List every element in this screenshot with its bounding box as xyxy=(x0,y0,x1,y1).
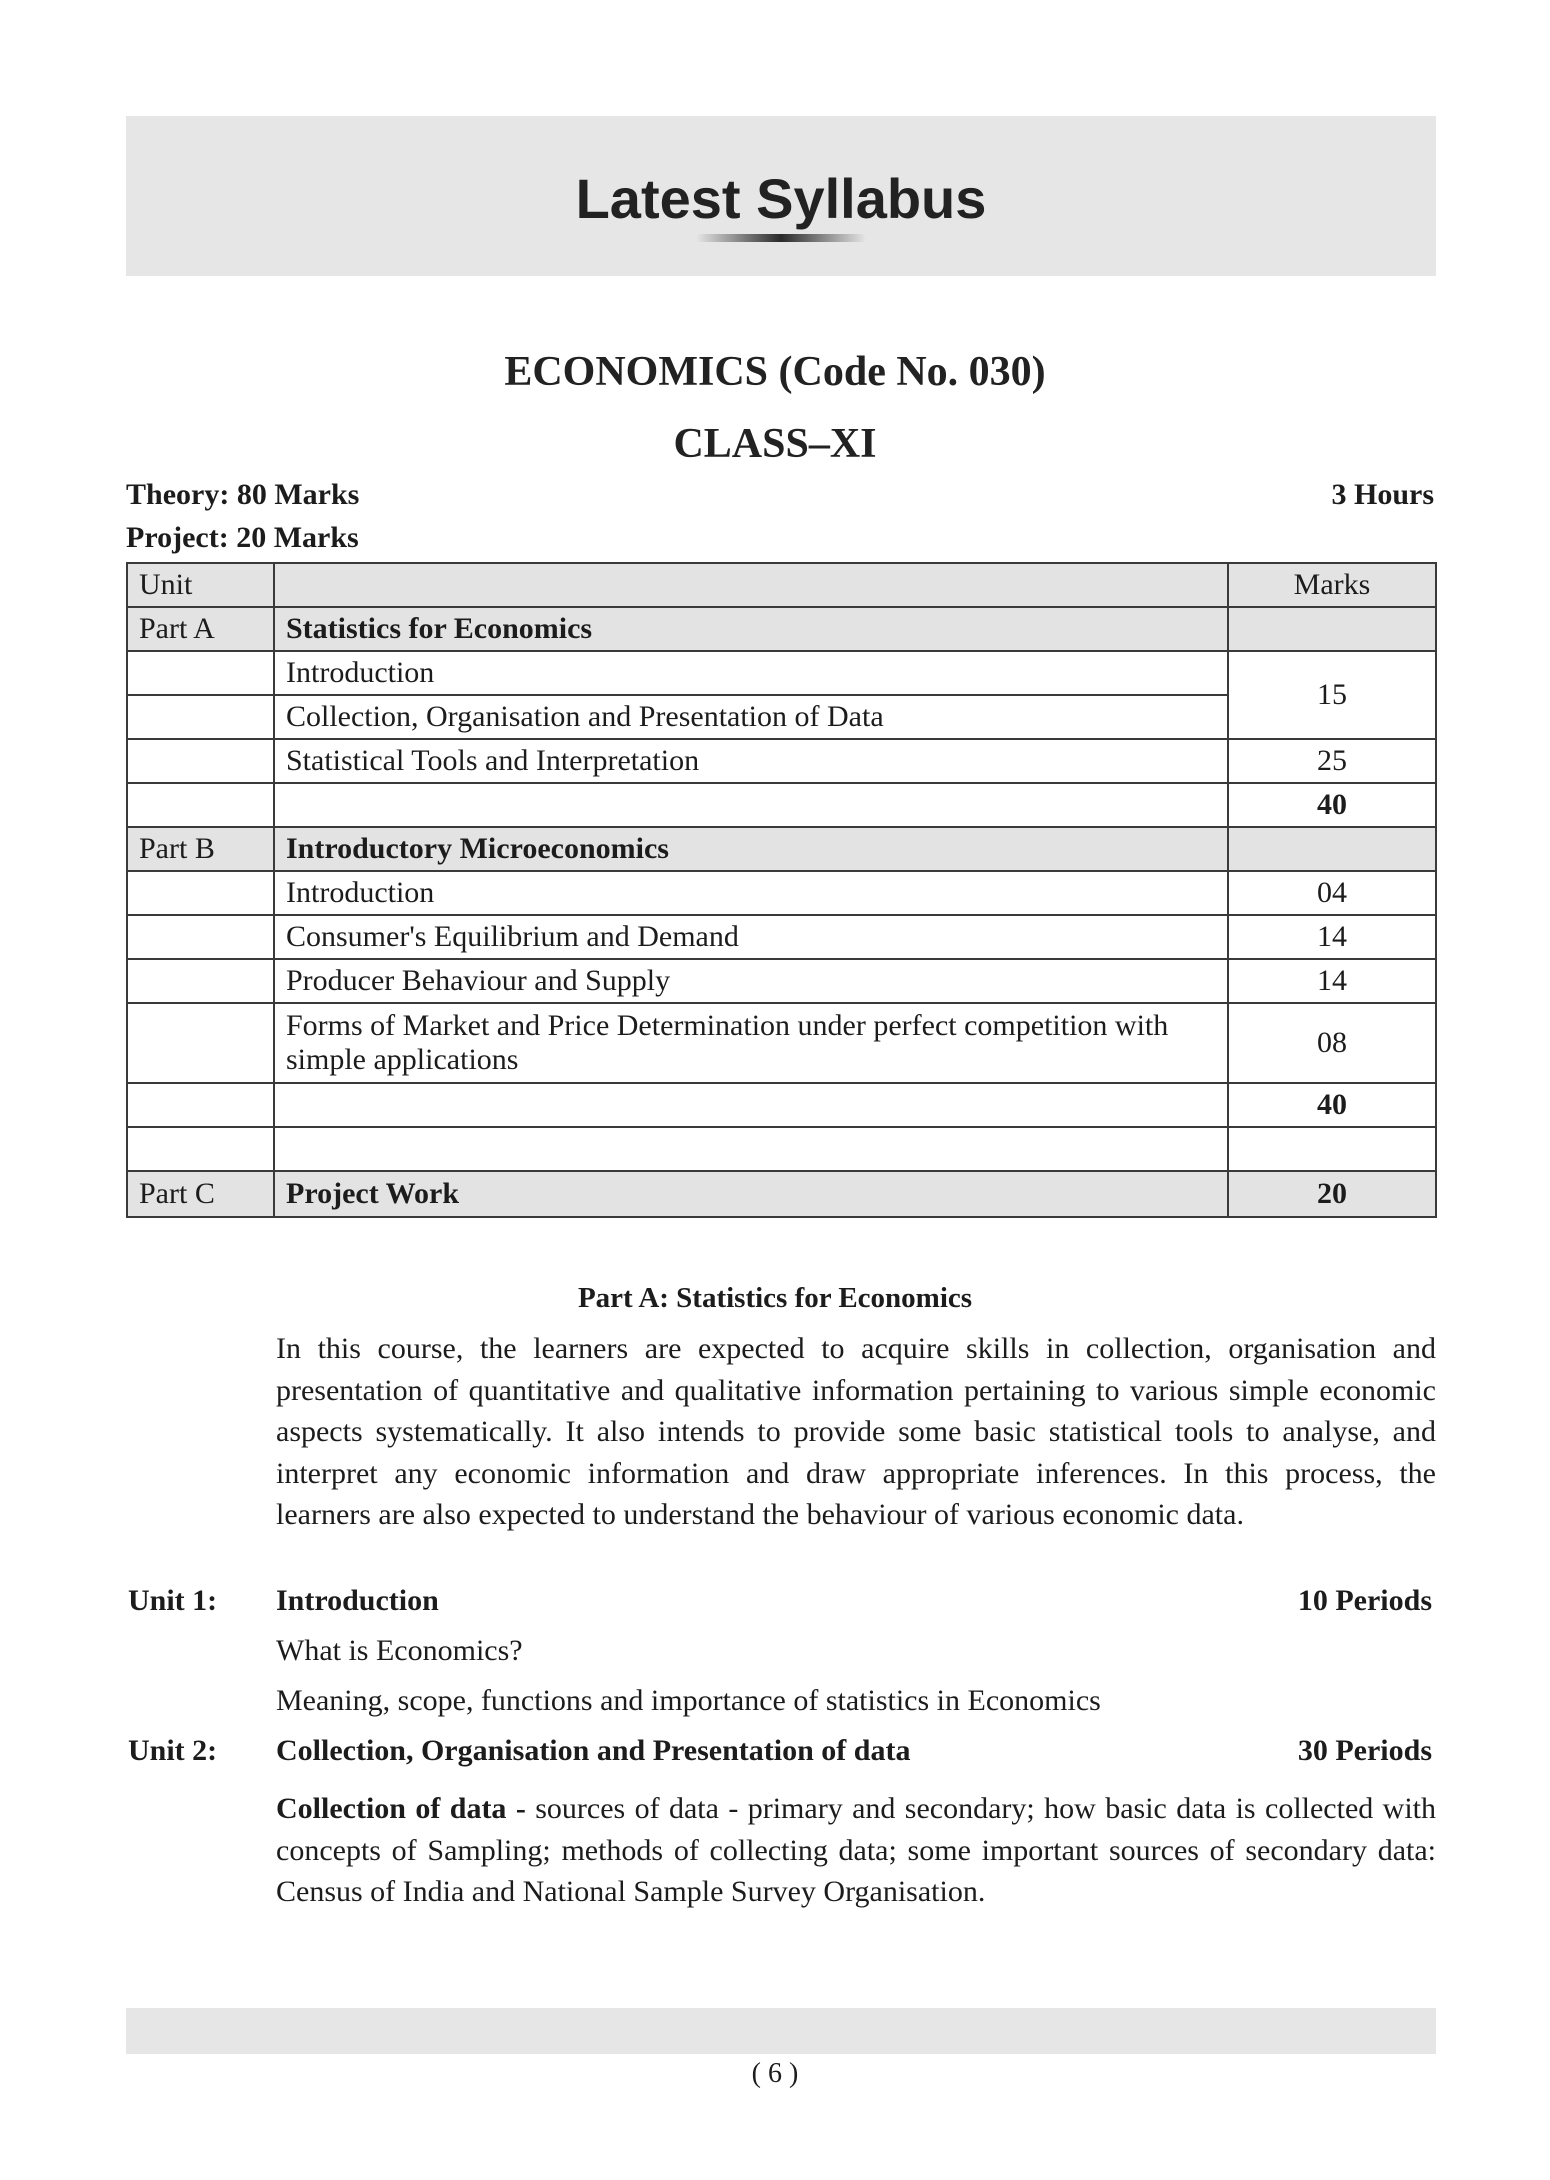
unit2-lead: Collection of data - xyxy=(276,1792,526,1825)
row-content: Consumer's Equilibrium and Demand xyxy=(274,915,1228,959)
table-row xyxy=(127,783,1436,827)
row-unit xyxy=(127,739,274,783)
row-unit: Part C xyxy=(127,1171,274,1217)
row-unit: Part A xyxy=(127,607,274,651)
header-band xyxy=(126,116,1436,276)
project-marks: Project: 20 Marks xyxy=(126,521,359,554)
table-row xyxy=(127,1171,1436,1217)
page-header-title: Latest Syllabus xyxy=(575,167,987,230)
part-a-heading: Part A: Statistics for Economics xyxy=(577,1282,973,1314)
row-content: Project Work xyxy=(274,1171,1228,1217)
row-marks: 20 xyxy=(1228,1171,1436,1217)
unit2-paragraph xyxy=(276,1788,1436,1913)
table-row xyxy=(127,1083,1436,1127)
row-unit xyxy=(127,1003,274,1083)
unit1-title: Introduction xyxy=(276,1584,439,1617)
row-unit xyxy=(127,959,274,1003)
row-marks: 14 xyxy=(1228,915,1436,959)
row-marks: 40 xyxy=(1228,1083,1436,1127)
row-content: Statistical Tools and Interpretation xyxy=(274,739,1228,783)
class-title: CLASS–XI xyxy=(673,421,877,467)
header-content xyxy=(274,563,1228,607)
table-row xyxy=(127,1003,1436,1083)
row-marks: 40 xyxy=(1228,783,1436,827)
header-marks: Marks xyxy=(1228,563,1436,607)
marks-table xyxy=(126,562,1437,1218)
unit1-periods: 10 Periods xyxy=(1297,1584,1432,1617)
row-content: Producer Behaviour and Supply xyxy=(274,959,1228,1003)
row-content: Statistics for Economics xyxy=(274,607,1228,651)
row-content xyxy=(274,783,1228,827)
header-unit: Unit xyxy=(127,563,274,607)
table-row xyxy=(127,607,1436,651)
unit2-title: Collection, Organisation and Presentation of data xyxy=(276,1734,911,1767)
row-marks xyxy=(1228,827,1436,871)
table-header-row xyxy=(127,563,1436,607)
page-number: ( 6 ) xyxy=(751,2058,799,2089)
unit1-topic: Meaning, scope, functions and importance of statistics in Economics xyxy=(276,1684,1101,1717)
header-underline xyxy=(696,234,866,242)
row-content xyxy=(274,1127,1228,1171)
row-unit xyxy=(127,783,274,827)
table-row xyxy=(127,827,1436,871)
row-marks xyxy=(1228,1127,1436,1171)
row-content xyxy=(274,1083,1228,1127)
table-row xyxy=(127,915,1436,959)
row-unit xyxy=(127,915,274,959)
row-marks xyxy=(1228,607,1436,651)
row-unit xyxy=(127,1127,274,1171)
row-unit: Part B xyxy=(127,827,274,871)
table-row xyxy=(127,871,1436,915)
theory-marks: Theory: 80 Marks xyxy=(126,478,360,511)
exam-hours: 3 Hours xyxy=(1331,478,1434,511)
row-marks: 04 xyxy=(1228,871,1436,915)
row-marks: 14 xyxy=(1228,959,1436,1003)
table-row xyxy=(127,1127,1436,1171)
table-row xyxy=(127,651,1436,695)
footer-band xyxy=(126,2008,1436,2054)
row-content: Collection, Organisation and Presentation of Data xyxy=(274,695,1228,739)
unit1-topic: What is Economics? xyxy=(276,1634,523,1667)
row-unit xyxy=(127,651,274,695)
row-marks: 08 xyxy=(1228,1003,1436,1083)
row-unit xyxy=(127,695,274,739)
table-row xyxy=(127,739,1436,783)
row-content: Introductory Microeconomics xyxy=(274,827,1228,871)
subject-title: ECONOMICS (Code No. 030) xyxy=(504,349,1046,395)
part-a-intro-paragraph: In this course, the learners are expected to acquire skills in collection, organisation and presentation of quantitative and qualitative information pertaining to various simple economic aspects systematically. It also intends to provide some basic statistical tools to analyse, and interpret any economic information and draw appropriate inferences. In this process, the learners are also expected to understand the behaviour of various economic data. xyxy=(276,1332,1436,1531)
row-content: Introduction xyxy=(274,651,1228,695)
row-marks: 15 xyxy=(1228,651,1436,739)
row-content: Introduction xyxy=(274,871,1228,915)
unit2-periods: 30 Periods xyxy=(1297,1734,1432,1767)
row-unit xyxy=(127,1083,274,1127)
table-row xyxy=(127,959,1436,1003)
row-unit xyxy=(127,871,274,915)
unit2-body: sources of data - primary and secondary; how basic data is collected with concepts of Sampling; methods of collecting data; some important sources of secondary data: Census of India and National Sample Survey Organisation. xyxy=(276,1792,1436,1908)
unit1-label: Unit 1: xyxy=(128,1584,218,1617)
unit2-label: Unit 2: xyxy=(128,1734,218,1767)
row-content: Forms of Market and Price Determination under perfect competition with simple applications xyxy=(274,1003,1228,1083)
row-marks: 25 xyxy=(1228,739,1436,783)
